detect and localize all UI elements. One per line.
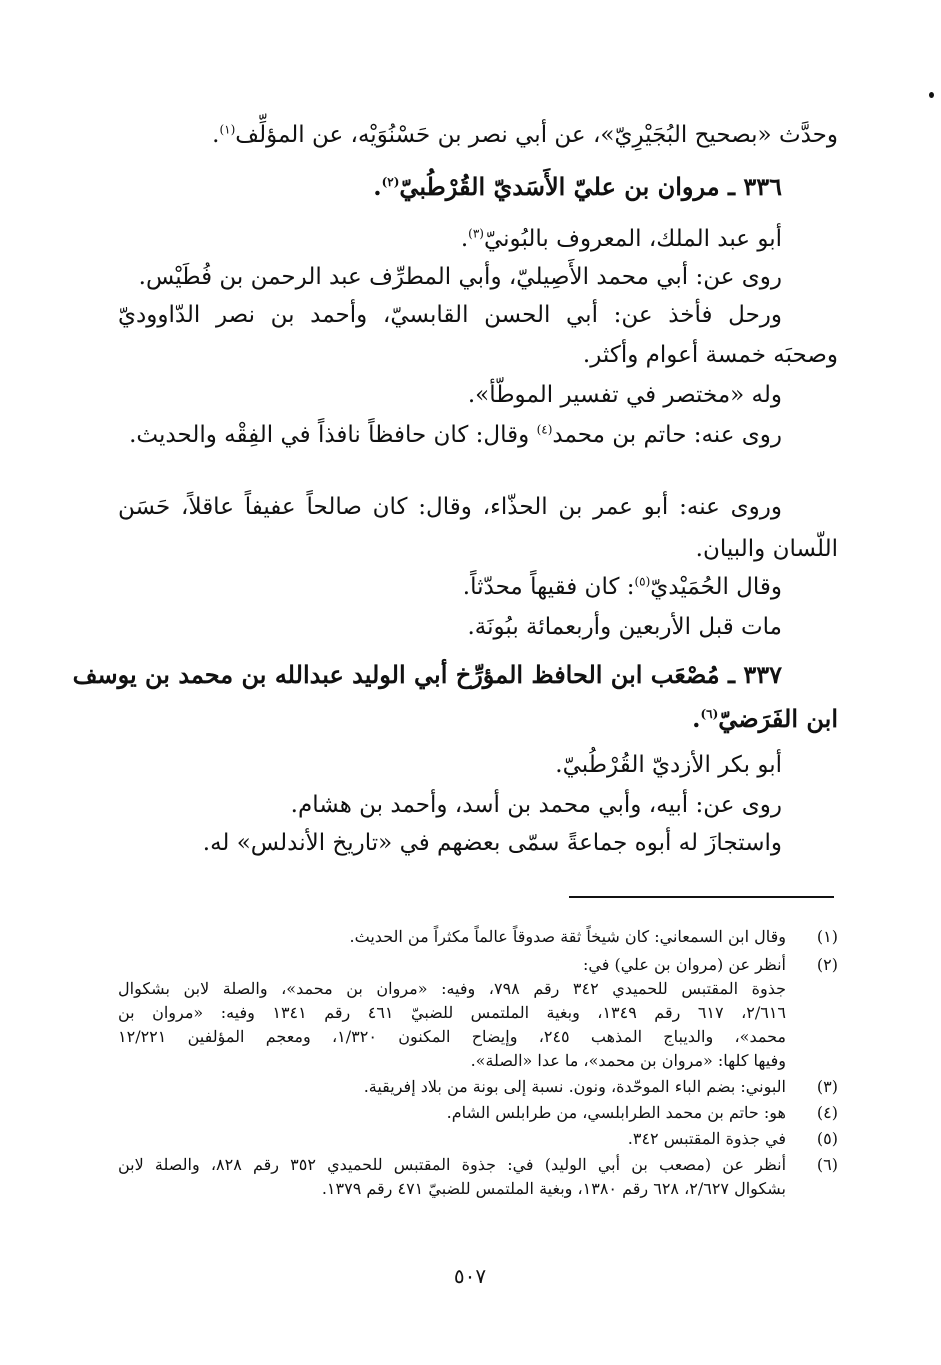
body-line: وله «مختصر في تفسير الموطّأ».: [467, 382, 782, 408]
margin-dot: [929, 92, 934, 98]
footnote-text: هو: حاتم بن محمد الطرابلسي، من طرابلس الشام.: [446, 1103, 786, 1122]
body-line: اللّسان والبيان.: [695, 536, 838, 562]
body-line: وقال الحُمَيْديّ$^{(٥)}$: كان فقيهاً محدّثاً.: [462, 574, 782, 600]
body-line: روى عنه: حاتم بن محمد$^{(٤)}$ وقال: كان حافظاً نافذاً في الفِقْه والحديث.: [129, 422, 782, 448]
footnote-text: أنظر عن (مصعب بن أبي الوليد) في: جذوة المقتبس للحميدي ٣٥٢ رقم ٨٢٨، والصلة لابن: [118, 1155, 787, 1174]
body-line: وصحبَه خمسة أعوام وأكثر.: [582, 342, 838, 368]
footnote-text: أنظر عن (مروان بن علي) في:: [583, 955, 786, 974]
entry-heading-336: ٣٣٦ ـ مروان بن عليّ الأَسَديّ القُرْطُبيّ$^{(٢)}$.: [373, 172, 782, 201]
footnote-text: في جذوة المقتبس ٣٤٢.: [627, 1129, 786, 1148]
body-line: روى عن: أبيه، وأبي محمد بن أسد، وأحمد بن هشام.: [290, 792, 782, 818]
footnote-number: (٣): [816, 1077, 838, 1096]
main-text: [72, 0, 838, 880]
footnote-text: البوني: بضم الباء الموحّدة، ونون. نسبة إلى بونة من بلاد إفريقية.: [363, 1077, 786, 1096]
entry-heading-337: ٣٣٧ ـ مُصْعَب ابن الحافظ المؤرِّخ أبي الوليد عبدالله بن محمد بن يوسف: [72, 660, 782, 689]
book-page: وحدَّث «بصحيح البُجَيْرِيّ»، عن أبي نصر بن حَسْنُوَيْه، عن المؤلِّف$^{(١)}$. ٣٣٦ ـ مروان بن عليّ الأَسَديّ القُرْطُبيّ$^{(٢)}$. أبو عبد الملك، المعروف بالبُونيّ$^{(٣)}$. روى عن: أبي محمد الأَصِيليّ، وأبي المطرِّف عبد الرحمن بن فُطَيْس. ورحل فأخذ عن: أبي الحسن القابسيّ، وأحمد بن نصر الدّاووديّ وصحبَه خمسة أعوام وأكثر. وله «مختصر في تفسير الموطّأ». روى عنه: حاتم بن محمد$^{(٤)}$ وقال: كان حافظاً نافذاً في الفِقْه والحديث. وروى عنه: أبو عمر بن الحذّاء، وقال: كان صالحاً عفيفاً عاقلاً، حَسَن اللّسان والبيان. وقال الحُمَيْديّ$^{(٥)}$: كان فقيهاً محدّثاً. مات قبل الأربعين وأربعمائة ببُونَة. ٣٣٧ ـ مُصْعَب ابن الحافظ المؤرِّخ أبي الوليد عبدالله بن محمد بن يوسف ابن الفَرَضيّ$^{(٦)}$. أبو بكر الأزديّ القُرْطُبيّ. روى عن: أبيه، وأبي محمد بن أسد، وأحمد بن هشام. واستجازَ له أبوه جماعةً سمّى بعضهم في «تاريخ الأندلس» له. (١) وقال ابن السمعاني: كان شيخاً ثقة صدوقاً عالماً مكثراً من الحديث. (٢) أنظر عن (مروان بن علي) في: جذوة المقتبس للحميدي ٣٤٢ رقم ٧٩٨، وفيه: «مروان بن محمد»، والصلة لابن بشكوال ٢/٦١٦، ٦١٧ رقم ١٣٤٩، وبغية الملتمس للضبيّ ٤٦١ رقم ١٣٤١ وفيه: «مروان بن محمد»، والديباج المذهب ٢٤٥، وإيضاح المكنون ١/٣٢٠، ومعجم المؤلفين ١٢/٢٢١ وفيها كلها: «مروان بن محمد»، ما عدا «الصلة». (٣) البوني: بضم الباء الموحّدة، ونون. نسبة إلى بونة من بلاد إفريقية. (٤) هو: حاتم بن محمد الطرابلسي، من طرابلس الشام. (٥) في جذوة المقتبس ٣٤٢. (٦) أنظر عن (مصعب بن أبي الوليد) في: جذوة المقتبس للحميدي ٣٥٢ رقم ٨٢٨، والصلة لابن بشكوال ٢/٦٢٧، ٦٢٨ رقم ١٣٨٠، وبغية الملتمس للضبيّ ٤٧١ رقم ١٣٧٩. ٥٠٧: [0, 0, 941, 1365]
body-line: وروى عنه: أبو عمر بن الحذّاء، وقال: كان صالحاً عفيفاً عاقلاً، حَسَن: [118, 494, 782, 520]
footnote-number: (٤): [816, 1103, 838, 1122]
body-line: أبو بكر الأزديّ القُرْطُبيّ.: [555, 752, 782, 778]
footnote-number: (١): [816, 927, 838, 946]
footnote-number: (٦): [816, 1155, 838, 1174]
body-line: أبو عبد الملك، المعروف بالبُونيّ$^{(٣)}$.: [460, 226, 782, 252]
body-line: ورحل فأخذ عن: أبي الحسن القابسيّ، وأحمد بن نصر الدّاووديّ: [118, 302, 782, 328]
body-line: مات قبل الأربعين وأربعمائة ببُونَة.: [467, 614, 782, 640]
body-line: روى عن: أبي محمد الأَصِيليّ، وأبي المطرِّف عبد الرحمن بن فُطَيْس.: [138, 264, 782, 290]
footnote-divider: [569, 896, 834, 898]
footnote-text: وقال ابن السمعاني: كان شيخاً ثقة صدوقاً عالماً مكثراً من الحديث.: [349, 927, 786, 946]
footnote-number: (٢): [816, 955, 838, 974]
body-line: وحدَّث «بصحيح البُجَيْرِيّ»، عن أبي نصر بن حَسْنُوَيْه، عن المؤلِّف$^{(١)}$.: [212, 122, 838, 148]
page-number: ٥٠٧: [453, 1264, 487, 1288]
entry-heading-337-cont: ابن الفَرَضيّ$^{(٦)}$.: [692, 704, 838, 733]
body-line: واستجازَ له أبوه جماعةً سمّى بعضهم في «تاريخ الأندلس» له.: [202, 830, 782, 856]
footnote-number: (٥): [816, 1129, 838, 1148]
